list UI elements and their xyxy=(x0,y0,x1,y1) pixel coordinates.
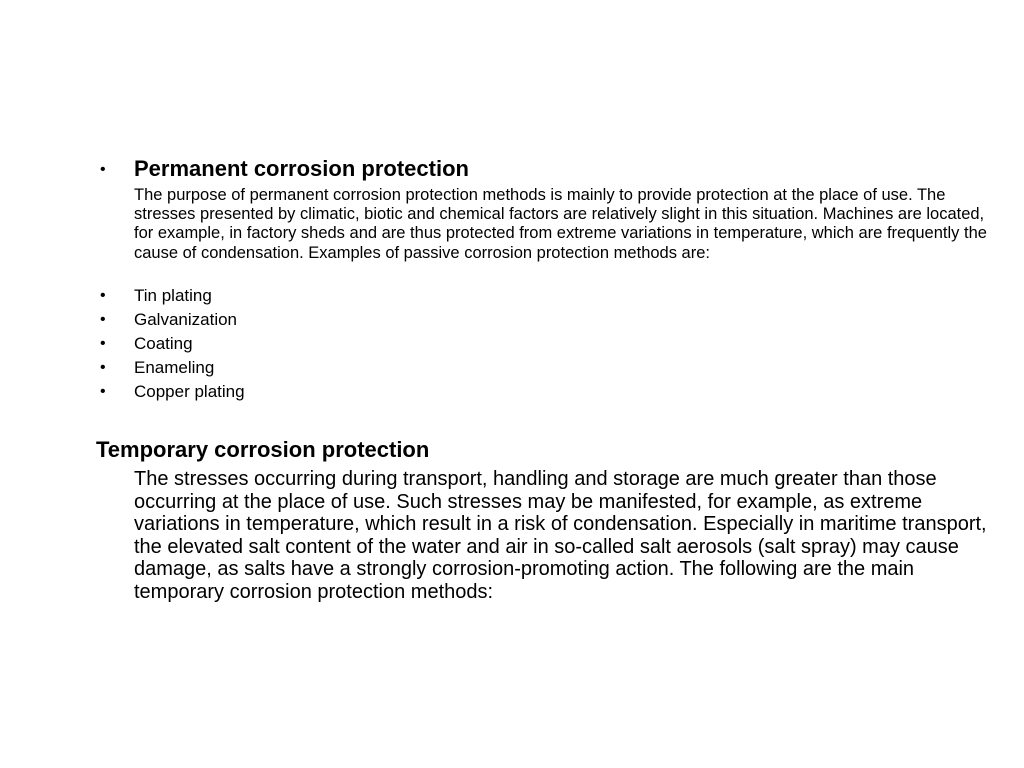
temporary-protection-heading: Temporary corrosion protection xyxy=(96,437,430,462)
permanent-protection-heading: Permanent corrosion protection xyxy=(134,156,469,181)
list-bullet: • xyxy=(100,383,106,400)
list-item-tin-plating: Tin plating xyxy=(134,286,212,305)
list-bullet: • xyxy=(100,287,106,304)
list-item-galvanization: Galvanization xyxy=(134,310,238,329)
list-bullet: • xyxy=(100,311,106,328)
list-item-copper-plating: Copper plating xyxy=(134,382,245,401)
temporary-protection-paragraph: The stresses occurring during transport, handling and storage are much greater than those occurring at the place of use. Such stresses may be manifested, for example, as extreme variations in temperature, which result in a risk of condensation. Especially in maritime transport, the elevated salt content of the water and air in so-called salt aerosols (salt spray) may cause damage, as salts have a strongly corrosion-promoting action. The following are the main temporary corrosion protection methods: xyxy=(134,468,987,603)
list-item-coating: Coating xyxy=(134,334,193,353)
permanent-protection-paragraph: The purpose of permanent corrosion protection methods is mainly to provide protection at the place of use. The stresses presented by climatic, biotic and chemical factors are relatively slight in this situation. Machines are located, for example, in factory sheds and are thus protected from extreme variations in temperature, which are frequently the cause of condensation. Examples of passive corrosion protection methods are: xyxy=(134,186,987,262)
heading-bullet: • xyxy=(100,161,106,178)
list-bullet: • xyxy=(100,335,106,352)
list-item-enameling: Enameling xyxy=(134,358,215,377)
list-bullet: • xyxy=(100,359,106,376)
